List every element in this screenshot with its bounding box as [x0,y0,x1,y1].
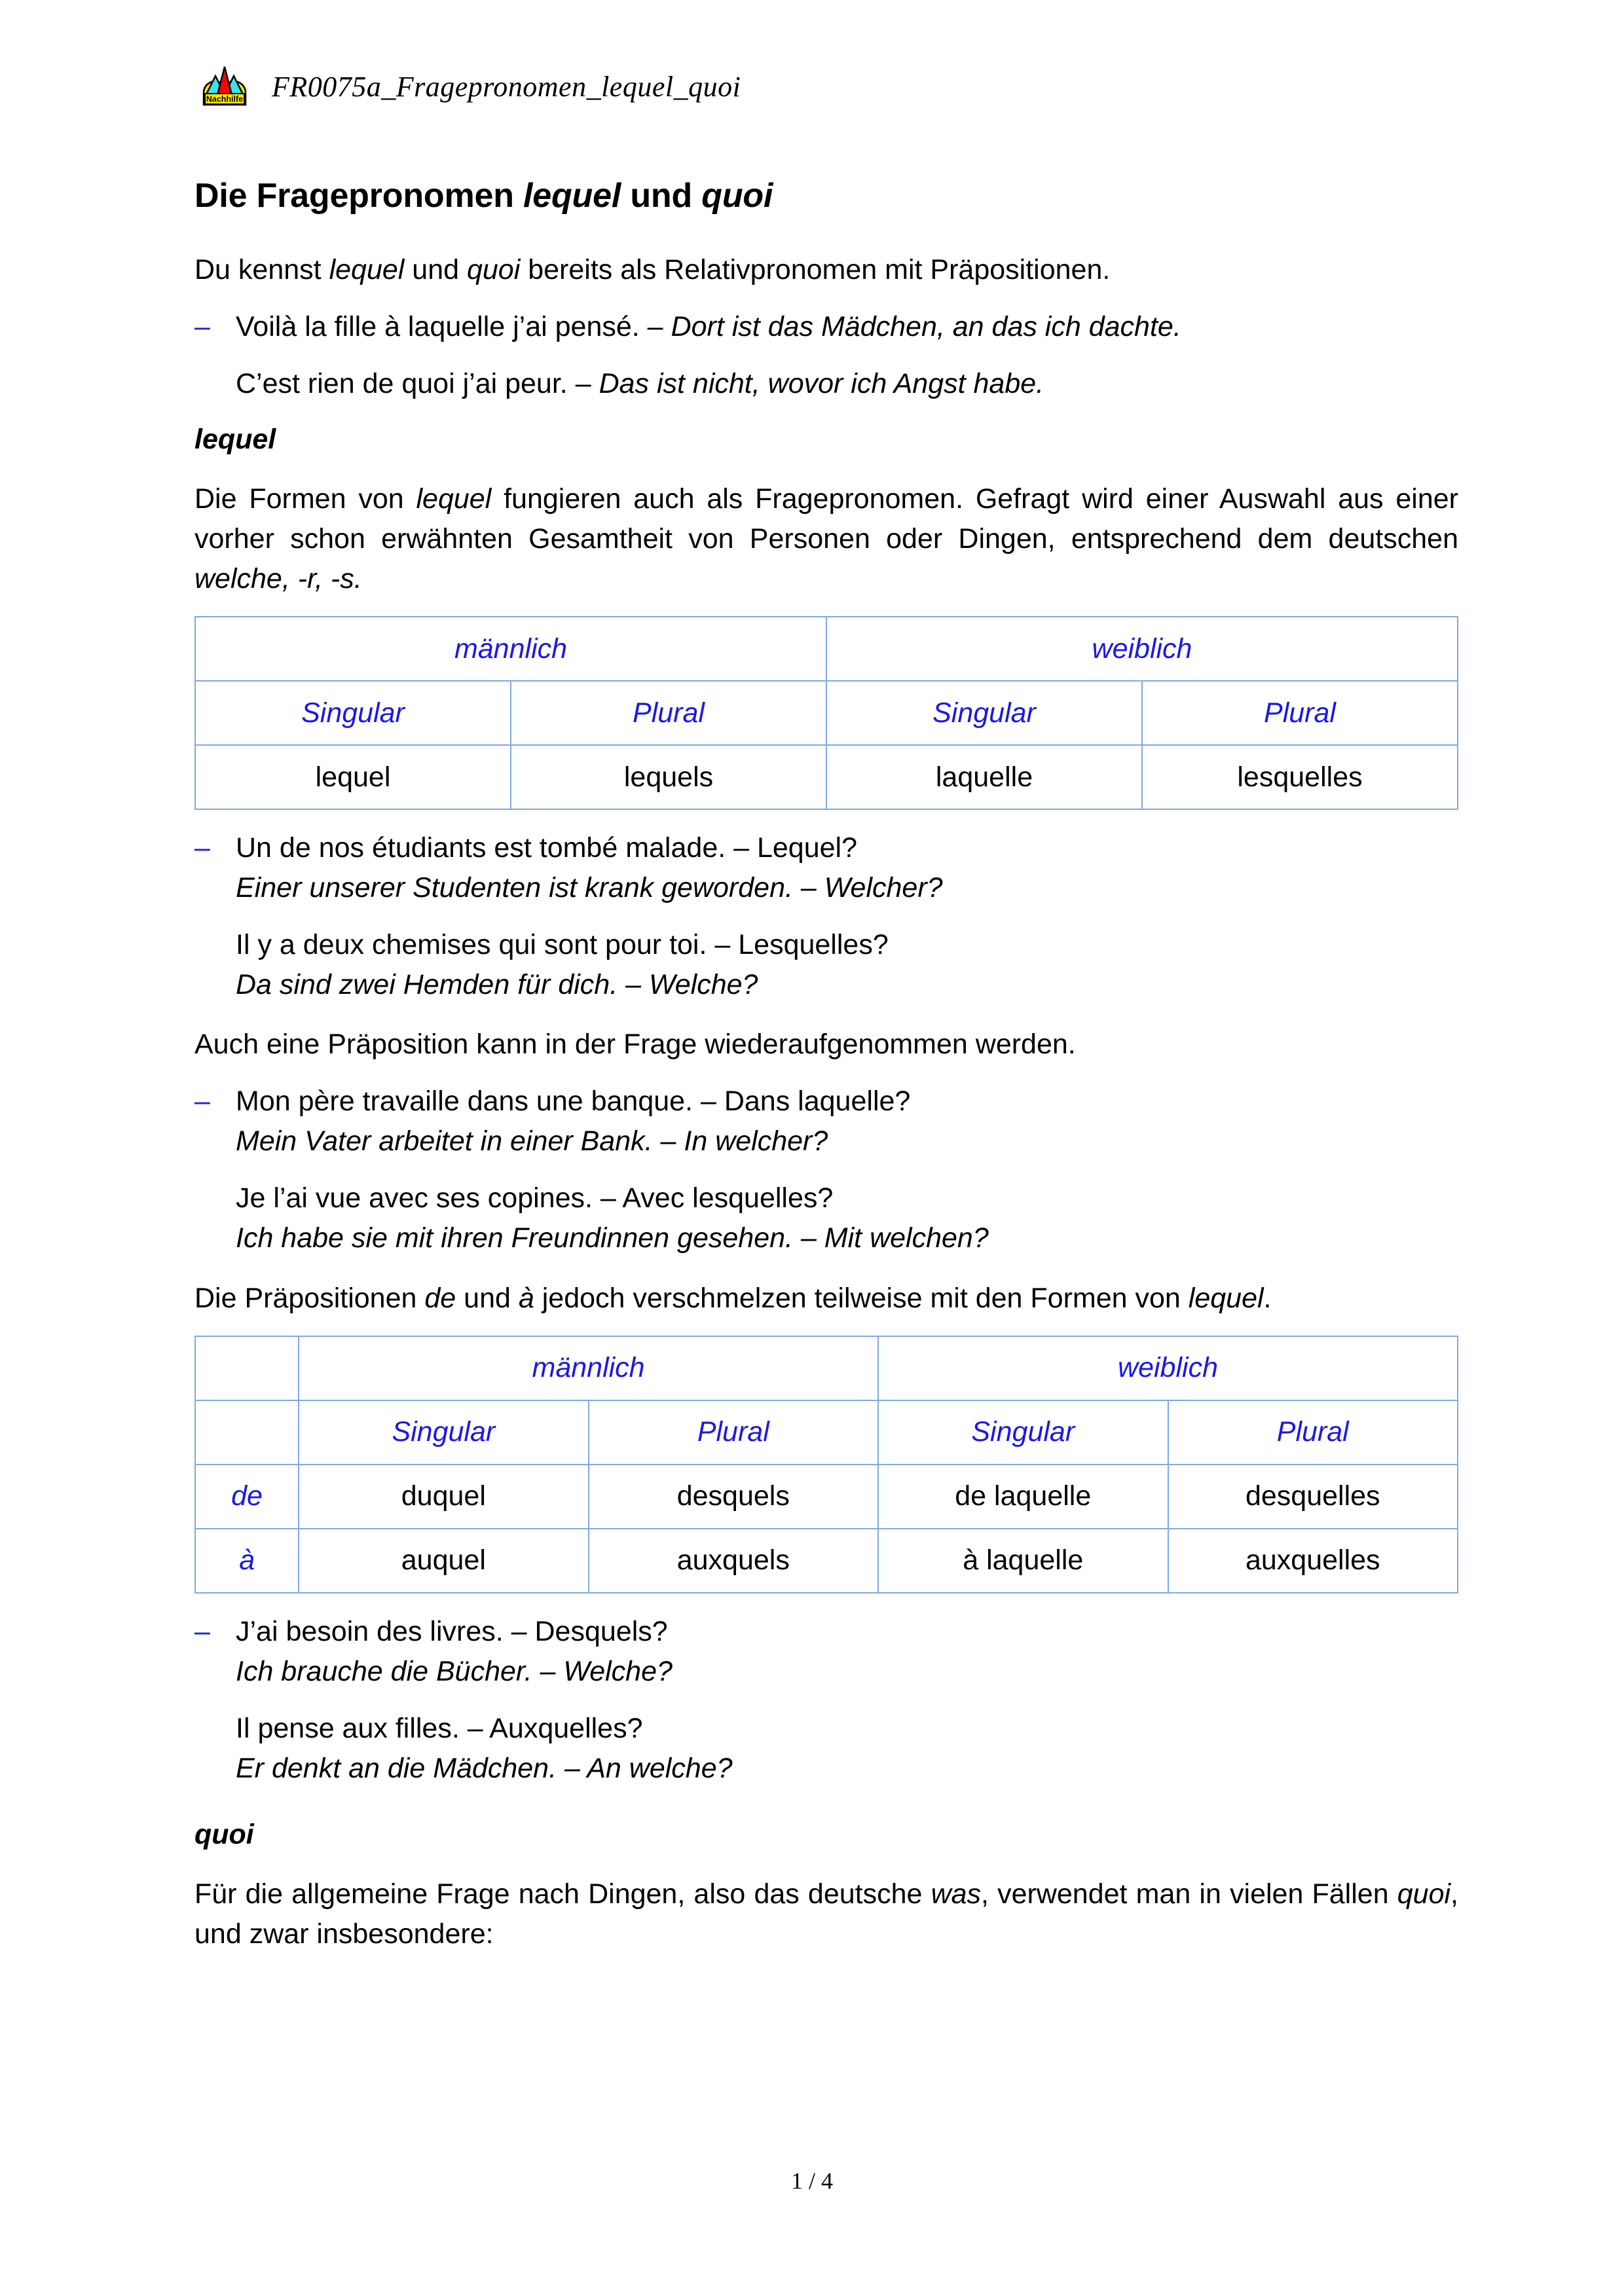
merge-em-a: à [518,1282,534,1314]
bullet-dash-icon: – [194,1615,210,1647]
example-line-mixed [236,364,1458,404]
merge-text-d: . [1263,1282,1272,1314]
example-german: Einer unserer Studenten ist krank geworden. – Welcher? [236,872,943,904]
lequel-description-paragraph [194,479,1458,599]
example-item [194,364,1458,404]
intro-text-b: und [404,253,467,285]
document-code-label: FR0075a_Fragepronomen_lequel_quoi [272,70,741,103]
header-singular-m: Singular [299,1400,588,1465]
example-item [194,828,1458,908]
section-heading-lequel: lequel [194,423,276,455]
intro-paragraph [194,250,1458,290]
quoi-em-quoi: quoi [1397,1878,1451,1910]
form-de-laquelle: de laquelle [878,1465,1168,1529]
page-title [194,177,1458,216]
header-singular-m: Singular [195,681,511,745]
header-weiblich: weiblich [878,1336,1458,1400]
corner-cell-2 [195,1400,299,1465]
title-emphasis-quoi: quoi [701,177,773,215]
header-plural-m: Plural [589,1400,878,1465]
example-french: Je l’ai vue avec ses copines. – Avec lesquelles? [236,1182,834,1214]
example-item [194,1082,1458,1161]
table-row-number [195,681,1458,745]
form-duquel: duquel [299,1465,588,1529]
table-row-number [195,1400,1458,1465]
title-emphasis-lequel: lequel [523,177,621,215]
form-lequel: lequel [195,745,511,809]
lequel-em-1: lequel [416,483,492,515]
example-german: Ich habe sie mit ihren Freundinnen gesehen. – Mit welchen? [236,1222,989,1254]
form-auquel: auquel [299,1529,588,1593]
bullet-dash-icon: – [194,832,210,864]
example-german: Da sind zwei Hemden für dich. – Welche? [236,969,758,1001]
table-row-forms [195,745,1458,809]
example-line-mixed [236,307,1458,347]
page-footer [0,2167,1624,2195]
example-item [194,307,1458,347]
quoi-text-c: , und zwar insbesondere: [194,1878,1458,1950]
lequel-examples-list [194,828,1458,1005]
row-label-de: de [195,1465,299,1529]
page-header [200,63,741,110]
table-row-gender [195,617,1458,681]
example-french: Voilà la fille à laquelle j’ai pensé. – [236,310,671,342]
form-auxquelles: auxquelles [1168,1529,1458,1593]
merge-text-a: Die Präpositionen [194,1282,425,1314]
bullet-dash-icon: – [194,1085,210,1118]
quoi-description-paragraph [194,1874,1458,1954]
form-laquelle: laquelle [826,745,1142,809]
table-row-de [195,1465,1458,1529]
nachhilfe-logo-icon [200,63,249,110]
intro-text-a: Du kennst [194,253,329,285]
intro-em-lequel: lequel [329,253,405,285]
row-label-a: à [195,1529,299,1593]
header-plural-f: Plural [1168,1400,1458,1465]
header-weiblich: weiblich [826,617,1458,681]
example-french: Mon père travaille dans une banque. – Dans laquelle? [236,1085,911,1118]
intro-examples-list [194,307,1458,404]
example-french: Il y a deux chemises qui sont pour toi. – Lesquelles? [236,929,889,961]
example-german: Ich brauche die Bücher. – Welche? [236,1655,673,1687]
table-row-gender [195,1336,1458,1400]
example-item [194,925,1458,1005]
example-french: C’est rien de quoi j’ai peur. – [236,367,599,399]
header-plural-m: Plural [511,681,826,745]
lequel-text-b: fungieren auch als Fragepronomen. Gefragt wird einer Auswahl aus einer vorher schon erwähnten Gesamtheit von Personen oder Dingen, entsprechend dem deutschen [194,483,1458,555]
lequel-em-2: welche, -r, -s. [194,563,362,595]
preposition-forms-table [194,1336,1458,1594]
example-german: Das ist nicht, wovor ich Angst habe. [599,367,1044,399]
page-number: 1 / 4 [790,2168,833,2194]
header-maennlich: männlich [195,617,826,681]
table-row-a [195,1529,1458,1593]
example-item [194,1178,1458,1258]
example-german: Mein Vater arbeitet in einer Bank. – In welcher? [236,1125,828,1157]
example-french: J’ai besoin des livres. – Desquels? [236,1615,668,1647]
intro-text-c: bereits als Relativpronomen mit Präpositionen. [520,253,1111,285]
bullet-dash-icon: – [194,310,210,342]
form-desquels: desquels [589,1465,878,1529]
merge-em-de: de [424,1282,456,1314]
example-item [194,1612,1458,1692]
form-desquelles: desquelles [1168,1465,1458,1529]
header-plural-f: Plural [1142,681,1458,745]
preposition-examples-list [194,1082,1458,1258]
quoi-em-was: was [931,1878,982,1910]
quoi-text-a: Für die allgemeine Frage nach Dingen, also das deutsche [194,1878,931,1910]
form-auxquels: auxquels [589,1529,878,1593]
merge-examples-list [194,1612,1458,1789]
corner-cell [195,1336,299,1400]
section-heading-quoi: quoi [194,1818,254,1850]
form-lesquelles: lesquelles [1142,745,1458,809]
form-lequels: lequels [511,745,826,809]
lequel-text-a: Die Formen von [194,483,416,515]
example-french: Un de nos étudiants est tombé malade. – Lequel? [236,832,858,864]
preposition-note: Auch eine Präposition kann in der Frage wiederaufgenommen werden. [194,1029,1076,1061]
header-maennlich: männlich [299,1336,878,1400]
svg-text:Nachhilfe: Nachhilfe [206,94,244,104]
header-singular-f: Singular [826,681,1142,745]
document-body [194,177,1458,1971]
example-item [194,1709,1458,1789]
title-part-1: Die Fragepronomen [194,177,524,215]
merge-em-lequel: lequel [1188,1282,1264,1314]
title-part-2: und [621,177,702,215]
intro-em-quoi: quoi [466,253,521,285]
quoi-text-b: , verwendet man in vielen Fällen [981,1878,1397,1910]
merge-note-paragraph [194,1279,1458,1319]
merge-text-b: und [456,1282,519,1314]
lequel-forms-table [194,616,1458,810]
form-a-laquelle: à laquelle [878,1529,1168,1593]
merge-text-c: jedoch verschmelzen teilweise mit den Formen von [534,1282,1189,1314]
example-german: Dort ist das Mädchen, an das ich dachte. [671,310,1181,342]
header-singular-f: Singular [878,1400,1168,1465]
example-german: Er denkt an die Mädchen. – An welche? [236,1752,733,1784]
example-french: Il pense aux filles. – Auxquelles? [236,1712,643,1744]
